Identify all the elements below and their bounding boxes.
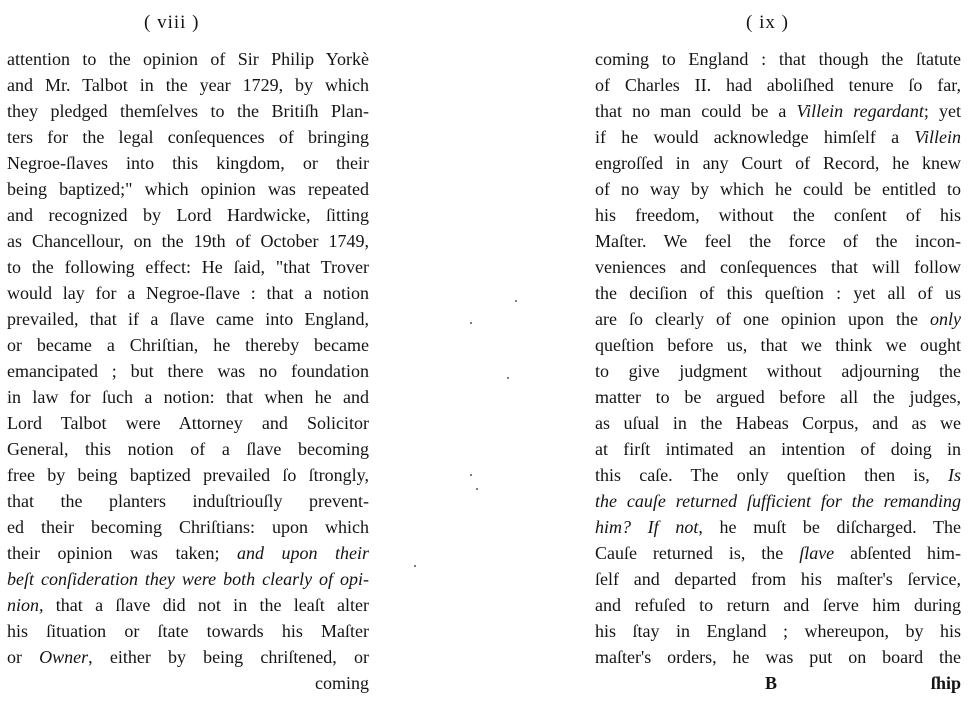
text-segment: Lord Talbot were Attorney and Solicitor <box>7 413 369 433</box>
text-segment: being baptized;" which opinion was repeated <box>7 179 369 199</box>
scan-speck <box>515 300 517 302</box>
text-segment: emancipated ; but there was no foundation <box>7 361 369 381</box>
text-segment: ters for the legal conſequences of bringing <box>7 127 369 147</box>
signature-mark: B <box>765 673 778 693</box>
text-line <box>7 462 369 488</box>
text-line <box>595 306 961 332</box>
italic-text: only <box>930 309 961 329</box>
text-segment: his freedom, without the conſent of his <box>595 205 961 225</box>
text-line <box>595 488 961 514</box>
text-line <box>7 410 369 436</box>
text-line <box>595 72 961 98</box>
text-line <box>595 228 961 254</box>
text-line <box>595 618 961 644</box>
text-segment: that the planters induſtriouſly prevent- <box>7 491 369 511</box>
text-line <box>7 202 369 228</box>
italic-text: Villein regardant <box>796 101 924 121</box>
text-segment: his ſtay in England ; whereupon, by his <box>595 621 961 641</box>
text-line <box>7 436 369 462</box>
scan-speck <box>414 565 416 567</box>
right-page-text <box>595 46 961 696</box>
text-segment: ; yet <box>923 101 961 121</box>
text-segment: , he muſt be diſcharged. The <box>698 517 961 537</box>
text-segment: Negroe-ſlaves into this kingdom, or their <box>7 153 369 173</box>
text-segment: free by being baptized prevailed ſo ſtrongly, <box>7 465 369 485</box>
text-segment: this caſe. The only queſtion then is, <box>595 465 948 485</box>
text-line <box>7 72 369 98</box>
text-line <box>595 566 961 592</box>
text-line <box>7 332 369 358</box>
catchword: ſhip <box>930 673 961 693</box>
italic-text: him? If not <box>595 517 699 537</box>
text-segment: veniences and conſequences that will follow <box>595 257 961 277</box>
text-line <box>7 176 369 202</box>
text-line <box>7 592 369 618</box>
text-segment: to the following effect: He ſaid, "that Trover <box>7 257 369 277</box>
text-segment: engroſſed in any Court of Record, he knew <box>595 153 961 173</box>
text-line <box>595 176 961 202</box>
text-line <box>595 124 961 150</box>
text-line <box>7 514 369 540</box>
text-line <box>7 644 369 670</box>
text-line <box>595 514 961 540</box>
text-line <box>7 98 369 124</box>
text-segment: they pledged themſelves to the Britiſh Plan- <box>7 101 369 121</box>
text-segment: Maſter. We feel the force of the incon- <box>595 231 961 251</box>
text-line <box>595 46 961 72</box>
text-segment: that a ſlave did not in the leaſt alter <box>43 595 369 615</box>
text-segment: are ſo clearly of one opinion upon the <box>595 309 930 329</box>
text-segment: or <box>7 647 40 667</box>
text-segment: as Chancellour, on the 19th of October 1749, <box>7 231 369 251</box>
text-segment: and refuſed to return and ſerve him during <box>595 595 961 615</box>
text-segment: and Mr. Talbot in the year 1729, by which <box>7 75 369 95</box>
italic-text: beſt conſideration they were both clearly of opi- <box>7 569 369 589</box>
text-segment: or became a Chriſtian, he thereby became <box>7 335 369 355</box>
text-segment: General, this notion of a ſlave becoming <box>7 439 369 459</box>
text-line <box>595 644 961 670</box>
text-line <box>7 358 369 384</box>
italic-text: Owner <box>39 647 89 667</box>
text-segment: to give judgment without adjourning the <box>595 361 961 381</box>
italic-text: the cauſe returned ſufficient for the remanding <box>595 491 961 511</box>
italic-text: ſlave <box>799 543 835 563</box>
text-segment: and recognized by Lord Hardwicke, ſitting <box>7 205 369 225</box>
italic-text: Is <box>948 465 961 485</box>
catchword: coming <box>315 673 369 693</box>
text-line <box>595 358 961 384</box>
text-line <box>7 306 369 332</box>
text-segment: that no man could be a <box>595 101 797 121</box>
text-line <box>595 540 961 566</box>
text-segment: prevailed, that if a ſlave came into England, <box>7 309 369 329</box>
text-line <box>7 566 369 592</box>
left-page <box>0 0 380 715</box>
text-segment: the deciſion of this queſtion : yet all of us <box>595 283 961 303</box>
text-line <box>7 618 369 644</box>
text-line <box>595 592 961 618</box>
text-line <box>595 280 961 306</box>
italic-text: and upon their <box>236 543 369 563</box>
text-line <box>595 332 961 358</box>
text-segment: Cauſe returned is, the <box>595 543 800 563</box>
text-line <box>595 462 961 488</box>
text-line <box>595 410 961 436</box>
text-segment: ſelf and departed from his maſter's ſervice, <box>595 569 961 589</box>
text-segment: maſter's orders, he was put on board the <box>595 647 961 667</box>
text-segment: their opinion was taken; <box>7 543 237 563</box>
text-segment: in law for ſuch a notion: that when he and <box>7 387 369 407</box>
scan-speck <box>470 322 472 324</box>
scan-speck <box>470 474 472 476</box>
scan-speck <box>507 377 509 379</box>
text-segment: , either by being chriſtened, or <box>88 647 369 667</box>
right-page <box>585 0 980 715</box>
text-segment: abſented him- <box>834 543 961 563</box>
text-line <box>595 384 961 410</box>
text-segment: queſtion before us, that we think we ought <box>595 335 961 355</box>
italic-text: Villein <box>914 127 961 147</box>
page-number-right: ( ix ) <box>746 12 789 33</box>
text-segment: ed their becoming Chriſtians: upon which <box>7 517 369 537</box>
text-line <box>595 150 961 176</box>
text-line <box>595 436 961 462</box>
text-line <box>595 254 961 280</box>
text-line <box>7 384 369 410</box>
text-segment: matter to be argued before all the judges, <box>595 387 961 407</box>
page-footer <box>595 670 961 696</box>
italic-text: nion, <box>7 595 44 615</box>
text-segment: as uſual in the Habeas Corpus, and as we <box>595 413 961 433</box>
text-line <box>7 46 369 72</box>
text-segment: if he would acknowledge himſelf a <box>595 127 915 147</box>
text-segment: his ſituation or ſtate towards his Maſter <box>7 621 369 641</box>
text-segment: at firſt intimated an intention of doing in <box>595 439 961 459</box>
text-line <box>595 98 961 124</box>
scan-speck <box>476 488 478 490</box>
text-segment: of Charles II. had aboliſhed tenure ſo far, <box>595 75 961 95</box>
text-segment: coming to England : that though the ſtatute <box>595 49 961 69</box>
text-segment: of no way by which he could be entitled to <box>595 179 961 199</box>
text-line <box>7 488 369 514</box>
left-page-text <box>7 46 369 696</box>
text-line <box>595 202 961 228</box>
text-line <box>7 540 369 566</box>
text-line <box>7 124 369 150</box>
text-segment: attention to the opinion of Sir Philip Yorkè <box>7 49 369 69</box>
text-line <box>7 228 369 254</box>
text-line <box>7 150 369 176</box>
text-segment: would lay for a Negroe-ſlave : that a notion <box>7 283 369 303</box>
page-number-left: ( viii ) <box>144 12 200 33</box>
text-line <box>7 280 369 306</box>
text-line <box>7 254 369 280</box>
